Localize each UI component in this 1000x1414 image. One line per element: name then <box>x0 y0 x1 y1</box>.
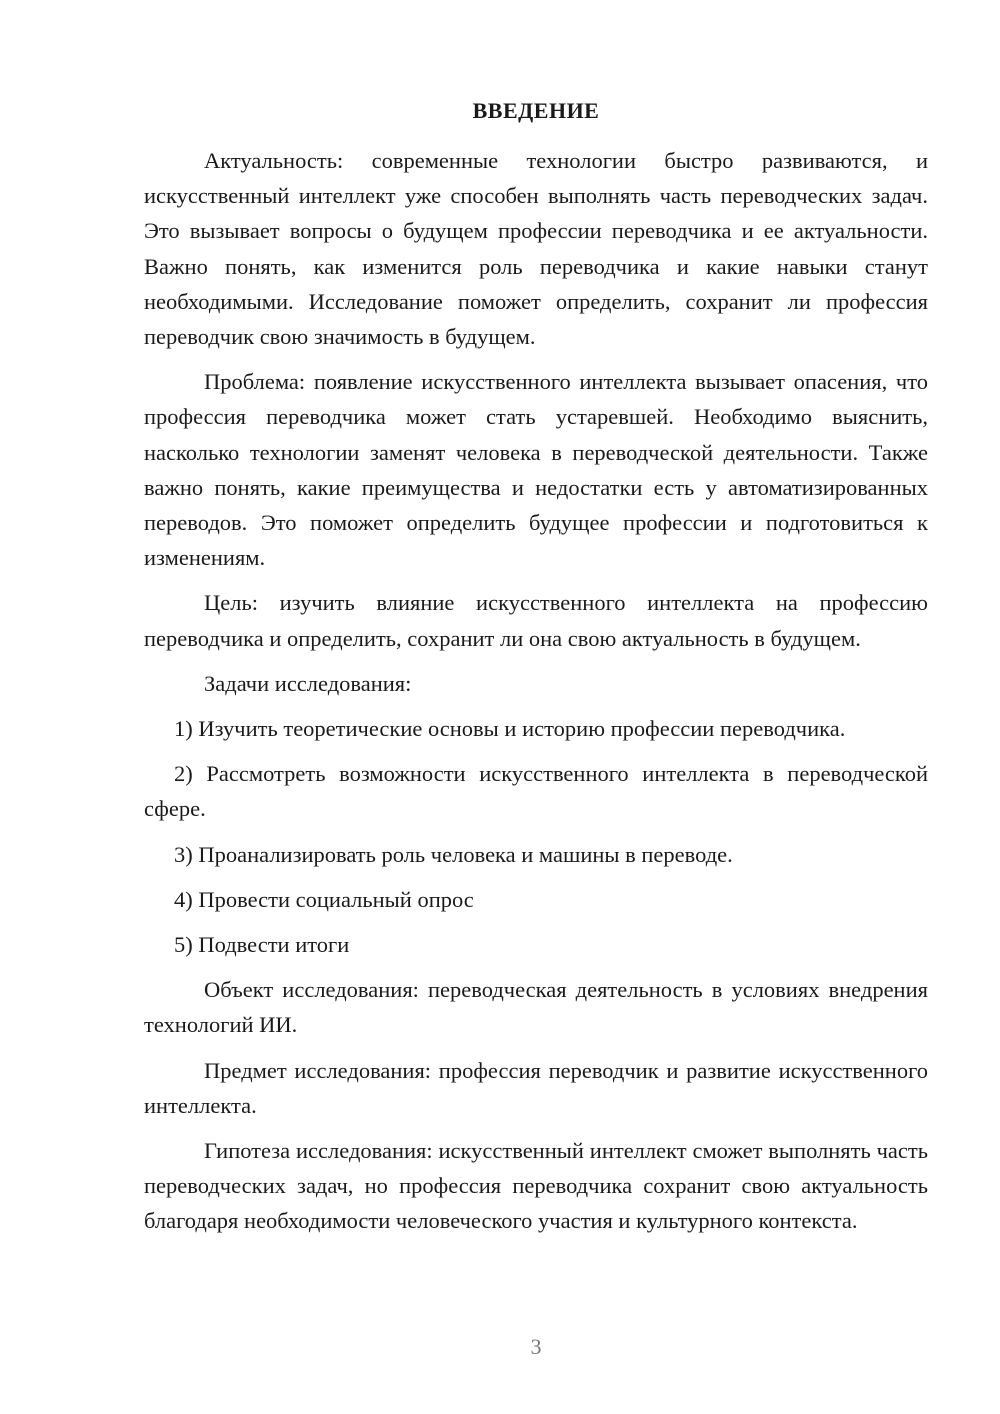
tasks-title: Задачи исследования: <box>204 670 412 696</box>
task-item-1: 1) Изучить теоретические основы и историю профессии переводчика. <box>174 716 846 742</box>
paragraph-problem: Проблема: появление искусственного интеллекта вызывает опасения, что профессия переводчика может стать устаревшей. Необходимо выяснить, насколько технологии заменят человека в переводческой деятельности. Также важно понять, какие преимущества и недостатки есть у автоматизированных переводов. Это поможет определить будущее профессии и подготовиться к изменениям. <box>144 369 928 571</box>
paragraph-hypothesis: Гипотеза исследования: искусственный интеллект сможет выполнять часть переводческих задач, но профессия переводчика сохранит свою актуальность благодаря необходимости человеческого участия и культурного контекста. <box>144 1138 928 1234</box>
document-body <box>144 143 928 1239</box>
section-heading: ВВЕДЕНИЕ <box>472 98 600 123</box>
paragraph-object: Объект исследования: переводческая деятельность в условиях внедрения технологий ИИ. <box>144 977 928 1038</box>
paragraph-goal: Цель: изучить влияние искусственного интеллекта на профессию переводчика и определить, сохранит ли она свою актуальность в будущем. <box>144 590 928 651</box>
task-item-4: 4) Провести социальный опрос <box>174 886 474 912</box>
task-item-5: 5) Подвести итоги <box>174 932 350 958</box>
paragraph-relevance: Актуальность: современные технологии быстро развиваются, и искусственный интеллект уже способен выполнять часть переводческих задач. Это вызывает вопросы о будущем профессии переводчика и ее актуальности. Важно понять, как изменится роль переводчика и какие навыки станут необходимыми. Исследование поможет определить, сохранит ли профессия переводчик свою значимость в будущем. <box>144 148 928 350</box>
task-item-3: 3) Проанализировать роль человека и машины в переводе. <box>174 841 733 867</box>
task-item-2: 2) Рассмотреть возможности искусственного интеллекта в переводческой сфере. <box>144 761 928 822</box>
paragraph-subject: Предмет исследования: профессия переводчик и развитие искусственного интеллекта. <box>144 1057 928 1118</box>
page-number: 3 <box>530 1334 542 1359</box>
